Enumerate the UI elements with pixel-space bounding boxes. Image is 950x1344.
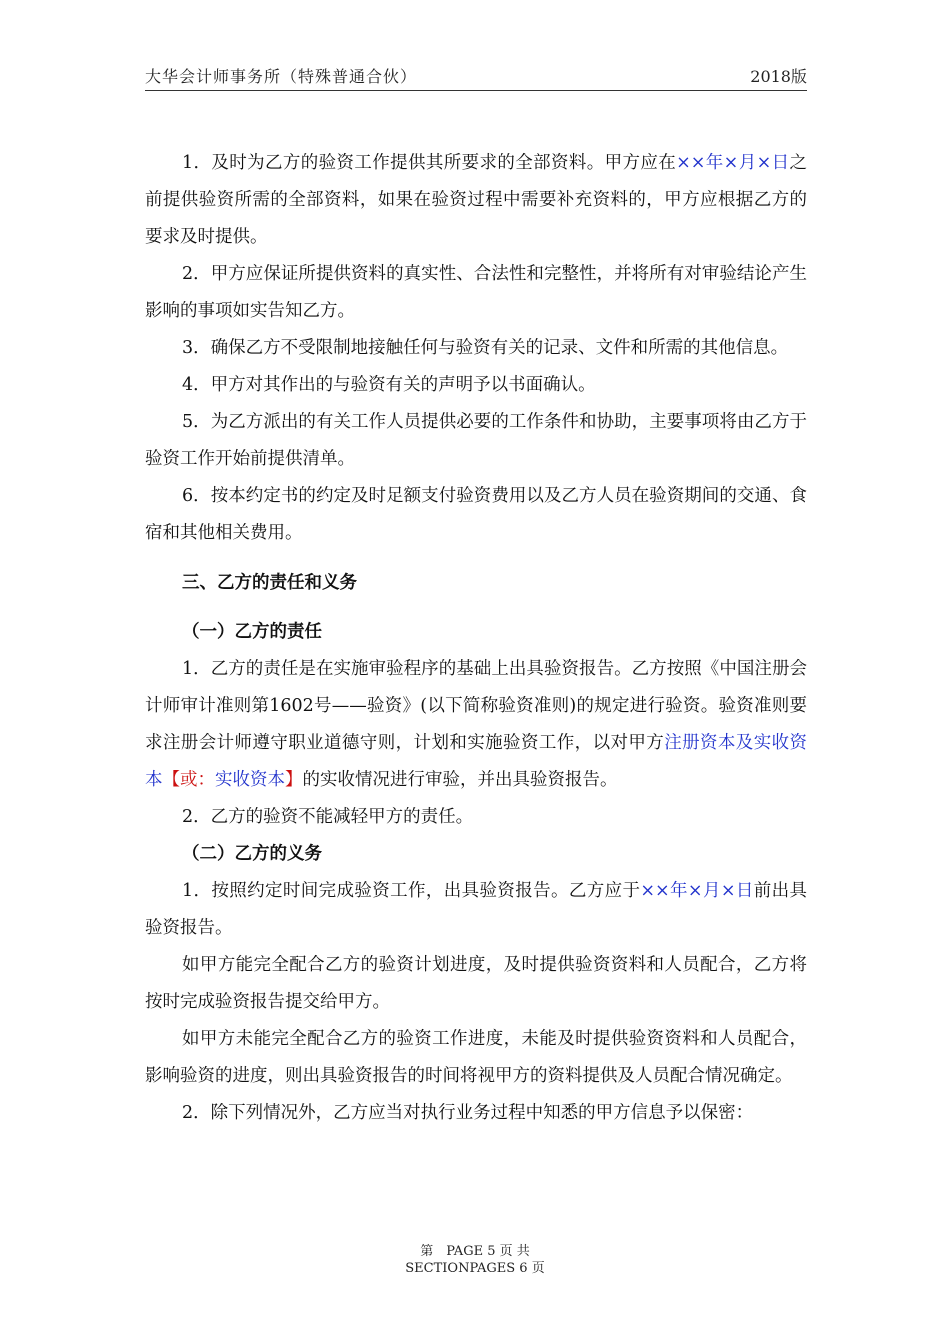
party-b-responsibility-1: 1．乙方的责任是在实施审验程序的基础上出具验资报告。乙方按照《中国注册会计师审计准则第1602号——验资》(以下简称验资准则)的规定进行验资。验资准则要求注册会计师遵守职业道德守则，计划和实施验资工作，以对甲方注册资本及实收资本【或：实收资本】的实收情况进行审验，并出具验资报告。 bbox=[145, 659, 808, 790]
party-a-item-1: 1．及时为乙方的验资工作提供其所要求的全部资料。甲方应在××年×月×日之前提供验资所需的全部资料，如果在验资过程中需要补充资料的，甲方应根据乙方的要求及时提供。 bbox=[145, 153, 807, 247]
party-a-item-2: 2．甲方应保证所提供资料的真实性、合法性和完整性，并将所有对审验结论产生影响的事项如实告知乙方。 bbox=[145, 264, 807, 321]
party-b-obligation-1-para-3: 如甲方未能完全配合乙方的验资工作进度，未能及时提供验资资料和人员配合，影响验资的进度，则出具验资报告的时间将视甲方的资料提供及人员配合情况确定。 bbox=[145, 1029, 807, 1086]
section-heading-3: 三、乙方的责任和义务 bbox=[182, 573, 357, 593]
deadline-placeholder: ××年×月×日 bbox=[640, 881, 754, 901]
subsection-heading-responsibility: （一）乙方的责任 bbox=[182, 622, 322, 642]
party-b-obligation-2: 2．除下列情况外，乙方应当对执行业务过程中知悉的甲方信息予以保密： bbox=[182, 1103, 754, 1123]
subsection-heading-obligation: （二）乙方的义务 bbox=[182, 844, 322, 864]
party-a-item-3: 3．确保乙方不受限制地接触任何与验资有关的记录、文件和所需的其他信息。 bbox=[182, 338, 789, 358]
document-body bbox=[145, 145, 807, 1132]
edition-label: 2018版 bbox=[750, 67, 807, 86]
party-a-item-5: 5．为乙方派出的有关工作人员提供必要的工作条件和协助，主要事项将由乙方于验资工作开始前提供清单。 bbox=[145, 412, 807, 469]
party-b-responsibility-2: 2．乙方的验资不能减轻甲方的责任。 bbox=[182, 807, 474, 827]
page-header bbox=[145, 66, 807, 91]
firm-name: 大华会计师事务所（特殊普通合伙） bbox=[145, 67, 418, 86]
page-footer bbox=[0, 1243, 950, 1277]
total-pages: SECTIONPAGES 6 页 bbox=[405, 1261, 545, 1276]
party-a-item-6: 6．按本约定书的约定及时足额支付验资费用以及乙方人员在验资期间的交通、食宿和其他相关费用。 bbox=[145, 486, 807, 543]
party-b-obligation-1: 1．按照约定时间完成验资工作，出具验资报告。乙方应于××年×月×日前出具验资报告。 bbox=[145, 881, 808, 938]
party-a-item-4: 4．甲方对其作出的与验资有关的声明予以书面确认。 bbox=[182, 375, 596, 395]
party-b-obligation-1-para-2: 如甲方能完全配合乙方的验资计划进度，及时提供验资资料和人员配合，乙方将按时完成验资报告提交给甲方。 bbox=[145, 955, 807, 1012]
capital-placeholder: 注册资本及实收资本 bbox=[145, 733, 808, 790]
date-placeholder: ××年×月×日 bbox=[676, 153, 790, 173]
page-number: 第 PAGE 5 页 共 bbox=[420, 1244, 530, 1259]
